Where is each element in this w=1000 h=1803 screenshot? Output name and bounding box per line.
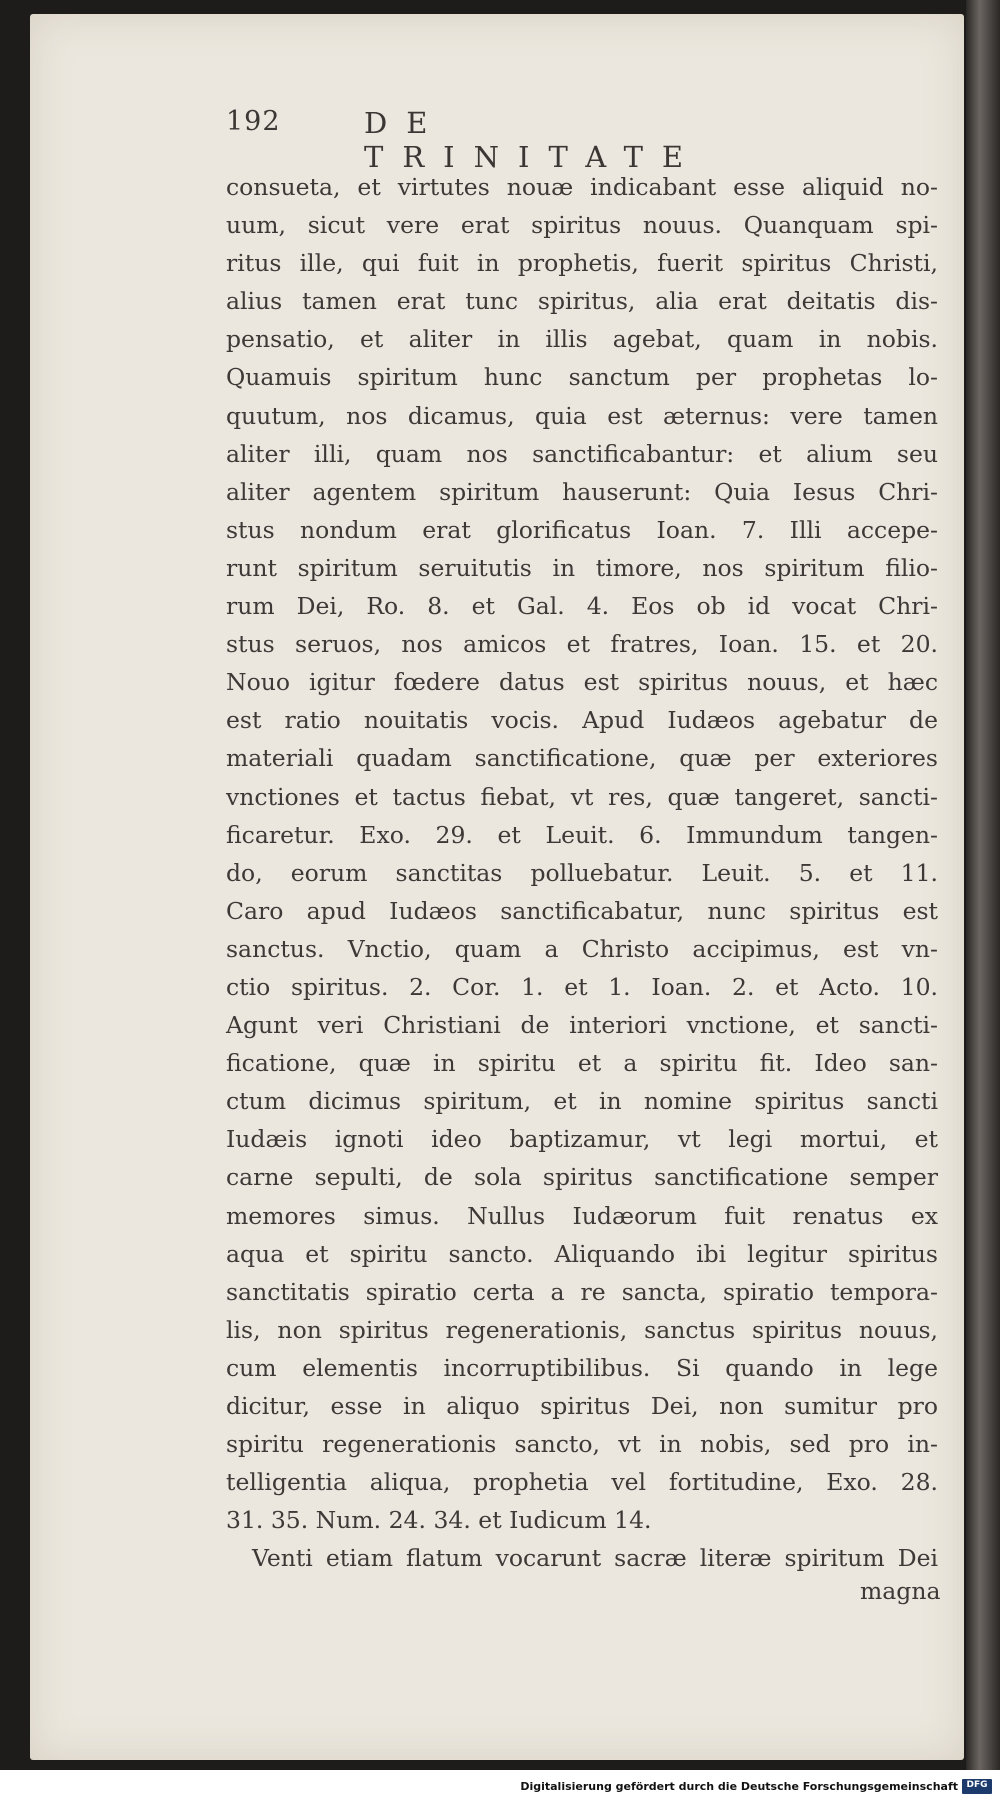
text-line: pensatio, et aliter in illis agebat, quam in nobis. bbox=[226, 325, 938, 354]
text-line: quutum, nos dicamus, quia est æternus: vere tamen bbox=[226, 401, 938, 430]
text-line: consueta, et virtutes nouæ indicabant esse aliquid no- bbox=[226, 173, 938, 201]
catchword: magna bbox=[860, 1577, 941, 1605]
text-line: 31. 35. Num. 24. 34. et Iudicum 14. bbox=[226, 1506, 652, 1535]
text-line: lis, non spiritus regenerationis, sanctus spiritus nouus, bbox=[226, 1315, 938, 1344]
dfg-logo-text: DFG bbox=[966, 1780, 988, 1790]
text-line: carne sepulti, de sola spiritus sanctificatione semper bbox=[226, 1163, 938, 1192]
digitization-footer bbox=[0, 1770, 1000, 1803]
text-line: Quamuis spiritum hunc sanctum per prophetas lo- bbox=[226, 363, 938, 392]
text-line: ficatione, quæ in spiritu et a spiritu fit. Ideo san- bbox=[226, 1049, 938, 1078]
paragraph-start-line: Venti etiam flatum vocarunt sacræ literæ spiritum Dei bbox=[252, 1544, 938, 1573]
text-line: ritus ille, qui fuit in prophetis, fuerit spiritus Christi, bbox=[226, 249, 938, 278]
text-line: runt spiritum seruitutis in timore, nos spiritum filio- bbox=[226, 553, 938, 582]
body-text bbox=[226, 168, 938, 1577]
text-line: do, eorum sanctitas polluebatur. Leuit. 5. et 11. bbox=[226, 858, 938, 887]
text-line: alius tamen erat tunc spiritus, alia erat deitatis dis- bbox=[226, 287, 938, 316]
text-line: telligentia aliqua, prophetia vel fortitudine, Exo. 28. bbox=[226, 1468, 938, 1497]
text-line: Agunt veri Christiani de interiori vnctione, et sancti- bbox=[226, 1011, 938, 1040]
page-title: DE TRINITATE bbox=[364, 106, 703, 174]
text-line: sanctitatis spiratio certa a re sancta, spiratio tempora- bbox=[226, 1277, 938, 1306]
dfg-logo bbox=[962, 1779, 992, 1794]
text-line: Nouo igitur fœdere datus est spiritus nouus, et hæc bbox=[226, 668, 938, 697]
text-line: rum Dei, Ro. 8. et Gal. 4. Eos ob id vocat Chri- bbox=[226, 592, 938, 621]
text-line: aliter illi, quam nos sanctificabantur: et alium seu bbox=[226, 439, 938, 468]
text-line: aliter agentem spiritum hauserunt: Quia Iesus Chri- bbox=[226, 477, 938, 506]
text-line: ctum dicimus spiritum, et in nomine spiritus sancti bbox=[226, 1087, 938, 1116]
text-line: ficaretur. Exo. 29. et Leuit. 6. Immundum tangen- bbox=[226, 820, 938, 849]
funding-credit: Digitalisierung gefördert durch die Deutsche Forschungsgemeinschaft bbox=[520, 1780, 958, 1793]
text-line: memores simus. Nullus Iudæorum fuit renatus ex bbox=[226, 1201, 938, 1230]
text-line: sanctus. Vnctio, quam a Christo accipimus, est vn- bbox=[226, 934, 938, 963]
text-line: Iudæis ignoti ideo baptizamur, vt legi mortui, et bbox=[226, 1125, 938, 1154]
text-line: vnctiones et tactus fiebat, vt res, quæ tangeret, sancti- bbox=[226, 782, 938, 811]
text-line: stus nondum erat glorificatus Ioan. 7. Illi accepe- bbox=[226, 515, 938, 544]
text-line: stus seruos, nos amicos et fratres, Ioan. 15. et 20. bbox=[226, 630, 938, 659]
book-spine-edge bbox=[966, 0, 1000, 1770]
text-line: spiritu regenerationis sancto, vt in nobis, sed pro in- bbox=[226, 1430, 938, 1459]
text-line: materiali quadam sanctificatione, quæ per exteriores bbox=[226, 744, 938, 773]
text-line: aqua et spiritu sancto. Aliquando ibi legitur spiritus bbox=[226, 1239, 938, 1268]
page-number: 192 bbox=[226, 106, 281, 137]
text-line: est ratio nouitatis vocis. Apud Iudæos agebatur de bbox=[226, 706, 938, 735]
text-line: cum elementis incorruptibilibus. Si quando in lege bbox=[226, 1353, 938, 1382]
text-line: Caro apud Iudæos sanctificabatur, nunc spiritus est bbox=[226, 896, 938, 925]
text-line: dicitur, esse in aliquo spiritus Dei, non sumitur pro bbox=[226, 1392, 938, 1420]
text-line: ctio spiritus. 2. Cor. 1. et 1. Ioan. 2. et Acto. 10. bbox=[226, 972, 938, 1001]
text-line: uum, sicut vere erat spiritus nouus. Quanquam spi- bbox=[226, 211, 938, 240]
running-head bbox=[226, 106, 806, 174]
